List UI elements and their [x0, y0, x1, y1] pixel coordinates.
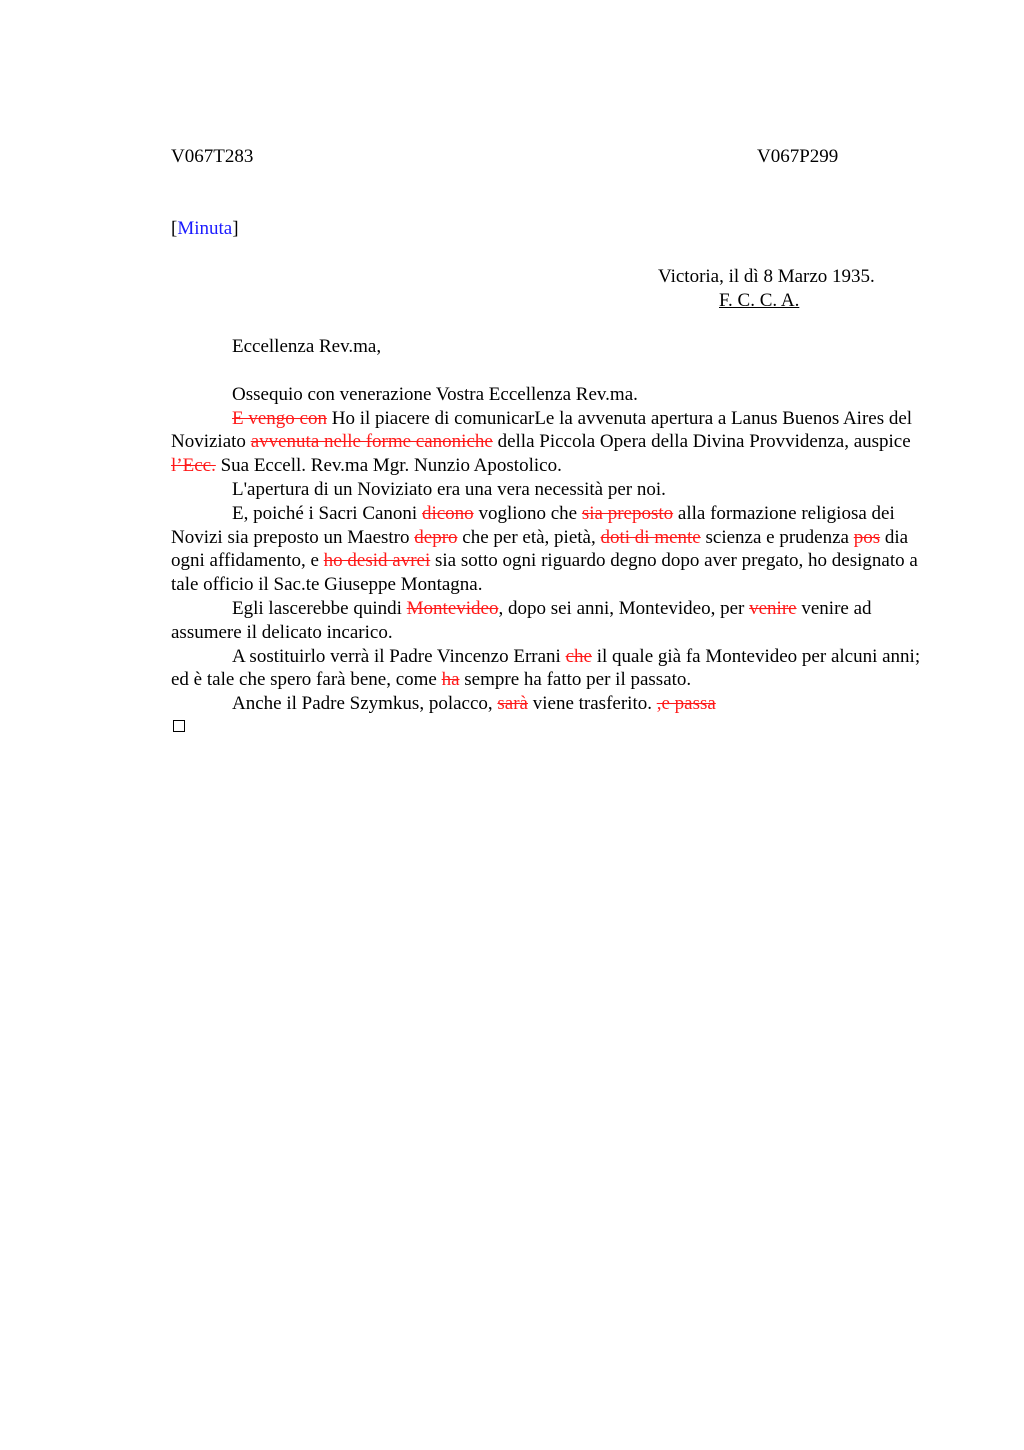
deleted-text: ,e passa [656, 693, 716, 715]
bracket-open: [ [171, 218, 178, 239]
bracket-close: ] [232, 218, 239, 239]
paragraph-6 [171, 645, 931, 693]
dateline: Victoria, il dì 8 Marzo 1935. [658, 266, 875, 287]
motto: F. C. C. A. [719, 290, 800, 311]
text-run: Anche il Padre Szymkus, polacco, [232, 693, 498, 715]
deleted-text: E vengo con [232, 407, 327, 429]
deleted-text: dicono [421, 502, 474, 524]
deleted-text: l’Ecc. [171, 455, 216, 477]
text-run: della Piccola Opera della Divina Provvidenza, auspice [492, 431, 911, 453]
letter-body [171, 336, 931, 740]
text-run: il quale già fa Montevideo per alcuni anni; ed è tale che spero farà bene, come [171, 645, 921, 691]
text-run: sempre ha fatto per il passato. [459, 669, 692, 691]
deleted-text: che [565, 645, 592, 667]
draft-link[interactable]: Minuta [177, 218, 233, 239]
deleted-text: Montevideo [406, 597, 499, 619]
text-run: dia ogni affidamento, e [171, 526, 909, 572]
document-code-left: V067T283 [171, 146, 254, 167]
text-run: viene trasferito. [528, 693, 657, 715]
text-run: A sostituirlo verrà il Padre Vincenzo Errani [232, 645, 566, 667]
text-run: Ho il piacere di comunicarLe la avvenuta apertura a Lanus Buenos Aires del Noviziato [171, 407, 913, 453]
deleted-text: venire [749, 597, 797, 619]
checkbox-icon [173, 720, 185, 732]
text-run: E, poiché i Sacri Canoni [232, 502, 422, 524]
salutation: Eccellenza Rev.ma, [232, 336, 382, 357]
deleted-text: ho desid avrei [323, 550, 431, 572]
text-run: alla formazione religiosa dei Novizi sia preposto un Maestro [171, 502, 895, 548]
paragraph-4 [171, 502, 931, 597]
paragraph-7 [171, 692, 931, 716]
text-run: Sua Eccell. Rev.ma Mgr. Nunzio Apostolico. [215, 455, 562, 477]
paragraph-2 [171, 407, 931, 478]
paragraph-1 [171, 383, 931, 407]
text-run: L'apertura di un Noviziato era una vera necessità per noi. [232, 478, 666, 500]
deleted-text: sia preposto [581, 502, 674, 524]
paragraph-3 [171, 478, 931, 502]
draft-tag [171, 217, 239, 241]
text-run: Egli lascerebbe quindi [232, 597, 407, 619]
paragraph-5 [171, 597, 931, 645]
deleted-text: pos [853, 526, 881, 548]
text-run: Ossequio con venerazione Vostra Eccellenza Rev.ma. [232, 383, 638, 405]
deleted-text: ha [441, 669, 460, 691]
text-run: , dopo sei anni, Montevideo, per [498, 597, 750, 619]
text-run: che per età, pietà, [457, 526, 601, 548]
deleted-text: avvenuta nelle forme canoniche [250, 431, 493, 453]
text-run: venire ad assumere il delicato incarico. [171, 597, 872, 643]
deleted-text: sarà [497, 693, 528, 715]
deleted-text: depro [414, 526, 458, 548]
text-run: scienza e prudenza [700, 526, 854, 548]
text-run: vogliono che [473, 502, 582, 524]
text-run: sia sotto ogni riguardo degno dopo aver pregato, ho designato a tale officio il Sac.te Giuseppe Montagna. [171, 550, 918, 596]
deleted-text: doti di mente [600, 526, 701, 548]
document-code-right: V067P299 [757, 146, 839, 167]
